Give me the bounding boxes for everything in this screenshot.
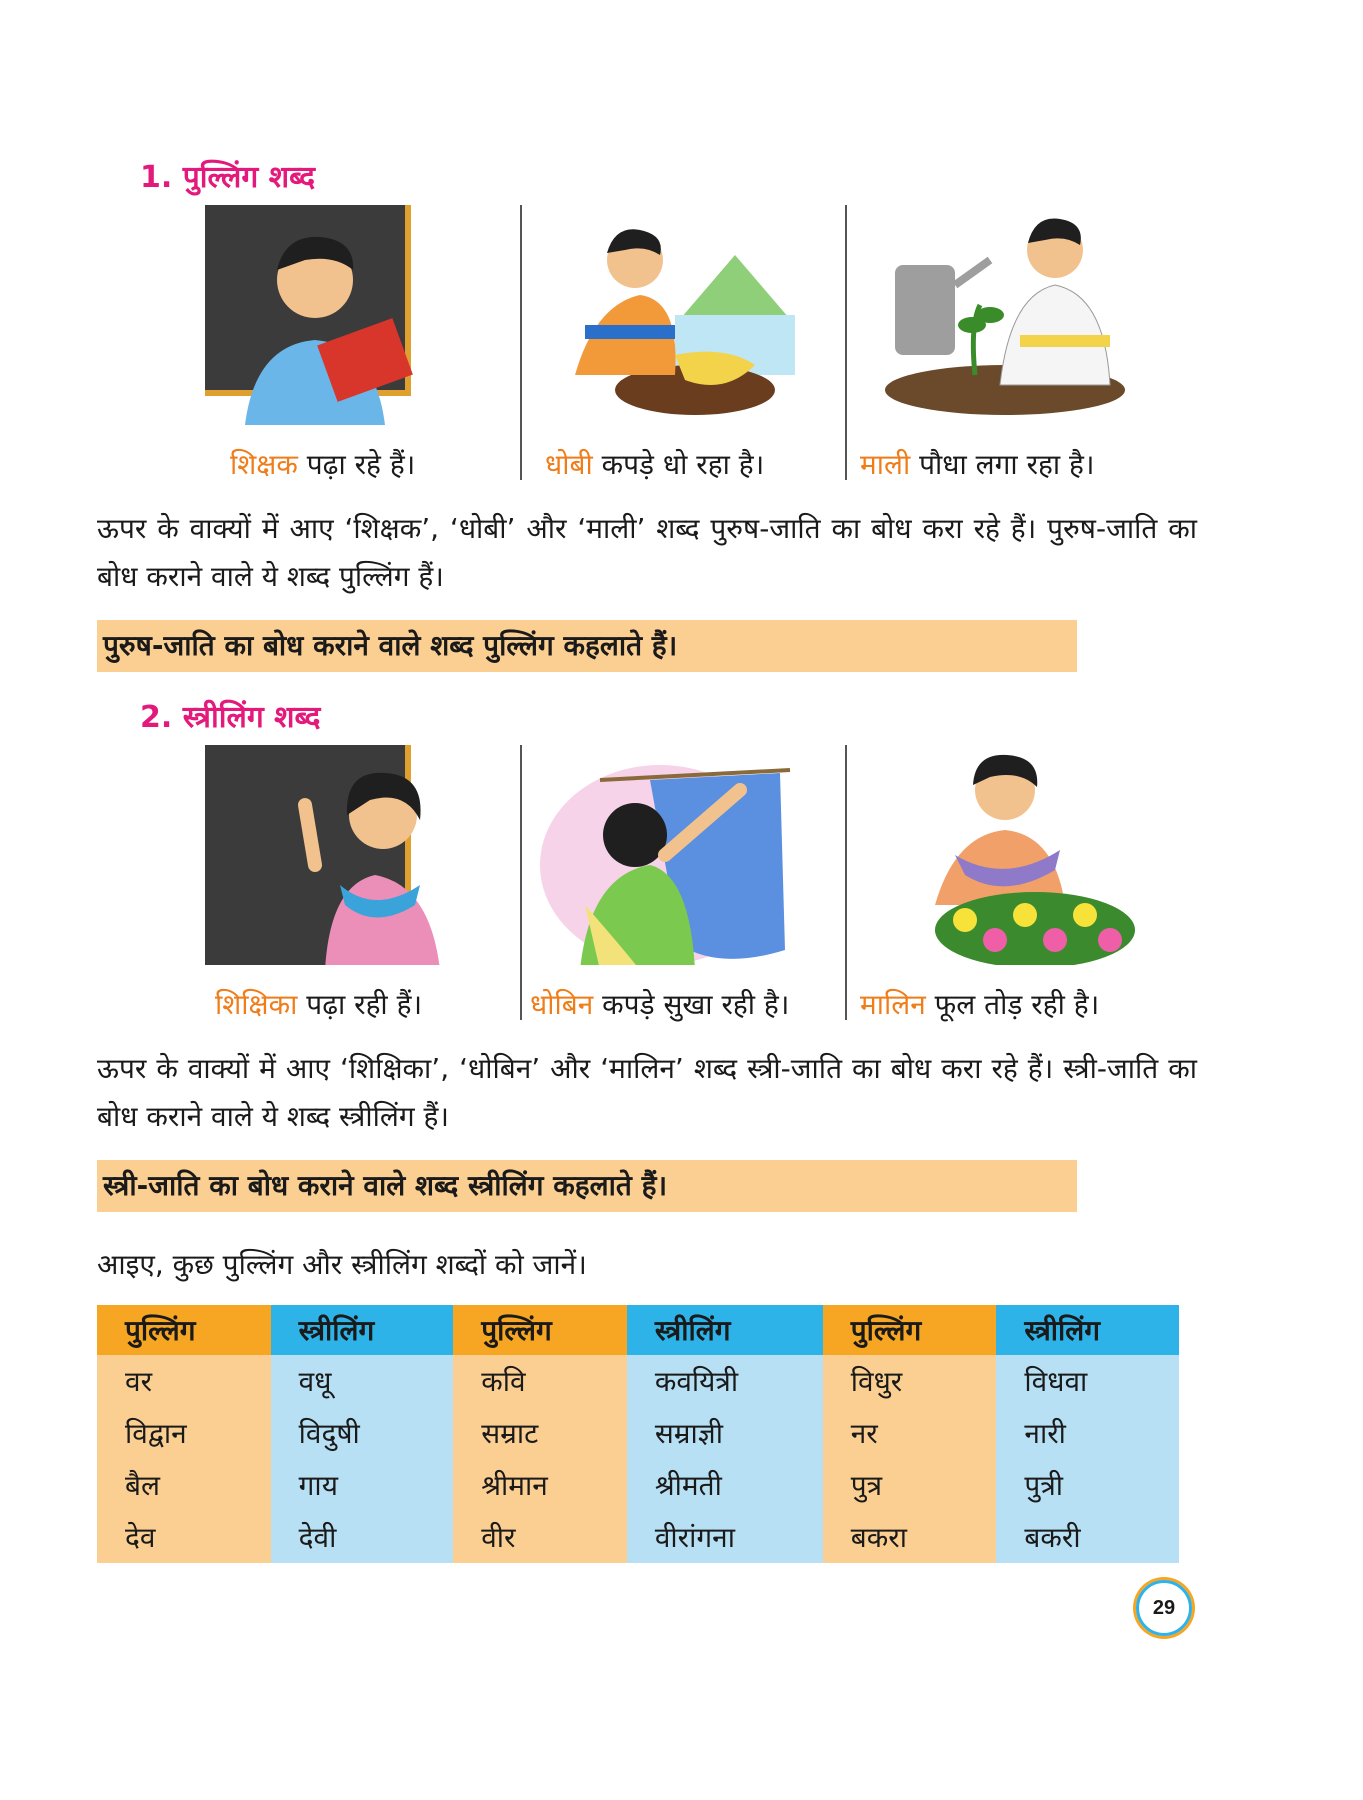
divider (520, 205, 522, 480)
header-feminine: स्त्रीलिंग (271, 1305, 454, 1355)
header-feminine: स्त्रीलिंग (996, 1305, 1179, 1355)
table-cell: श्रीमान (453, 1459, 627, 1511)
table-cell: बैल (97, 1459, 271, 1511)
section2-definition: स्त्री-जाति का बोध कराने वाले शब्द स्त्रीलिंग कहलाते हैं। (97, 1160, 1077, 1212)
table-cell: वर (97, 1355, 271, 1407)
header-masculine: पुल्लिंग (453, 1305, 627, 1355)
table-row (97, 1511, 1179, 1563)
table-cell: कवयित्री (627, 1355, 823, 1407)
table-cell: नारी (996, 1407, 1179, 1459)
table-cell: सम्राट (453, 1407, 627, 1459)
washerman-illustration (555, 205, 795, 425)
caption-gardener-woman: मालिन फूल तोड़ रही है। (860, 988, 1100, 1021)
caption-teacher: शिक्षक पढ़ा रहे हैं। (230, 448, 416, 481)
section1-illustrations (205, 205, 1195, 425)
table-cell: सम्राज्ञी (627, 1407, 823, 1459)
table-cell: विद्वान (97, 1407, 271, 1459)
table-cell: बकरा (823, 1511, 997, 1563)
table-cell: देव (97, 1511, 271, 1563)
table-cell: पुत्र (823, 1459, 997, 1511)
table-cell: वीर (453, 1511, 627, 1563)
table-cell: विधुर (823, 1355, 997, 1407)
divider (845, 745, 847, 1020)
table-cell: नर (823, 1407, 997, 1459)
table-cell: गाय (271, 1459, 454, 1511)
header-masculine: पुल्लिंग (97, 1305, 271, 1355)
teacher-illustration (205, 205, 445, 425)
table-cell: श्रीमती (627, 1459, 823, 1511)
table-cell: वधू (271, 1355, 454, 1407)
table-cell: विदुषी (271, 1407, 454, 1459)
table-cell: पुत्री (996, 1459, 1179, 1511)
caption-washerwoman: धोबिन कपड़े सुखा रही है। (530, 988, 790, 1021)
section1-heading: 1. पुल्लिंग शब्द (140, 160, 316, 195)
table-intro: आइए, कुछ पुल्लिंग और स्त्रीलिंग शब्दों को जानें। (97, 1248, 587, 1281)
female-teacher-illustration (205, 745, 445, 965)
caption-gardener: माली पौधा लगा रहा है। (860, 448, 1095, 481)
section2-heading: 2. स्त्रीलिंग शब्द (140, 700, 321, 735)
header-masculine: पुल्लिंग (823, 1305, 997, 1355)
divider (845, 205, 847, 480)
washerwoman-illustration (540, 745, 800, 965)
table-cell: बकरी (996, 1511, 1179, 1563)
table-row (97, 1407, 1179, 1459)
divider (520, 745, 522, 1020)
section1-paragraph: ऊपर के वाक्यों में आए ‘शिक्षक’, ‘धोबी’ और ‘माली’ शब्द पुरुष-जाति का बोध करा रहे हैं। पुरुष-जाति का बोध कराने वाले ये शब्द पुल्लिंग हैं। (97, 512, 1197, 593)
table-cell: कवि (453, 1355, 627, 1407)
section2-illustrations (205, 745, 1195, 965)
caption-washerman: धोबी कपड़े धो रहा है। (545, 448, 765, 481)
table-cell: विधवा (996, 1355, 1179, 1407)
gardener-illustration (880, 205, 1130, 425)
gardener-woman-illustration (895, 745, 1135, 965)
caption-female-teacher: शिक्षिका पढ़ा रही हैं। (215, 988, 423, 1021)
section1-definition: पुरुष-जाति का बोध कराने वाले शब्द पुल्लिंग कहलाते हैं। (97, 620, 1077, 672)
table-row (97, 1355, 1179, 1407)
page-number: 29 (1136, 1580, 1192, 1636)
section2-paragraph: ऊपर के वाक्यों में आए ‘शिक्षिका’, ‘धोबिन’ और ‘मालिन’ शब्द स्त्री-जाति का बोध करा रहे हैं। स्त्री-जाति का बोध कराने वाले ये शब्द स्त्रीलिंग हैं। (97, 1052, 1197, 1133)
table-header-row (97, 1305, 1179, 1355)
table-row (97, 1459, 1179, 1511)
table-cell: देवी (271, 1511, 454, 1563)
gender-words-table (97, 1305, 1179, 1563)
header-feminine: स्त्रीलिंग (627, 1305, 823, 1355)
table-cell: वीरांगना (627, 1511, 823, 1563)
